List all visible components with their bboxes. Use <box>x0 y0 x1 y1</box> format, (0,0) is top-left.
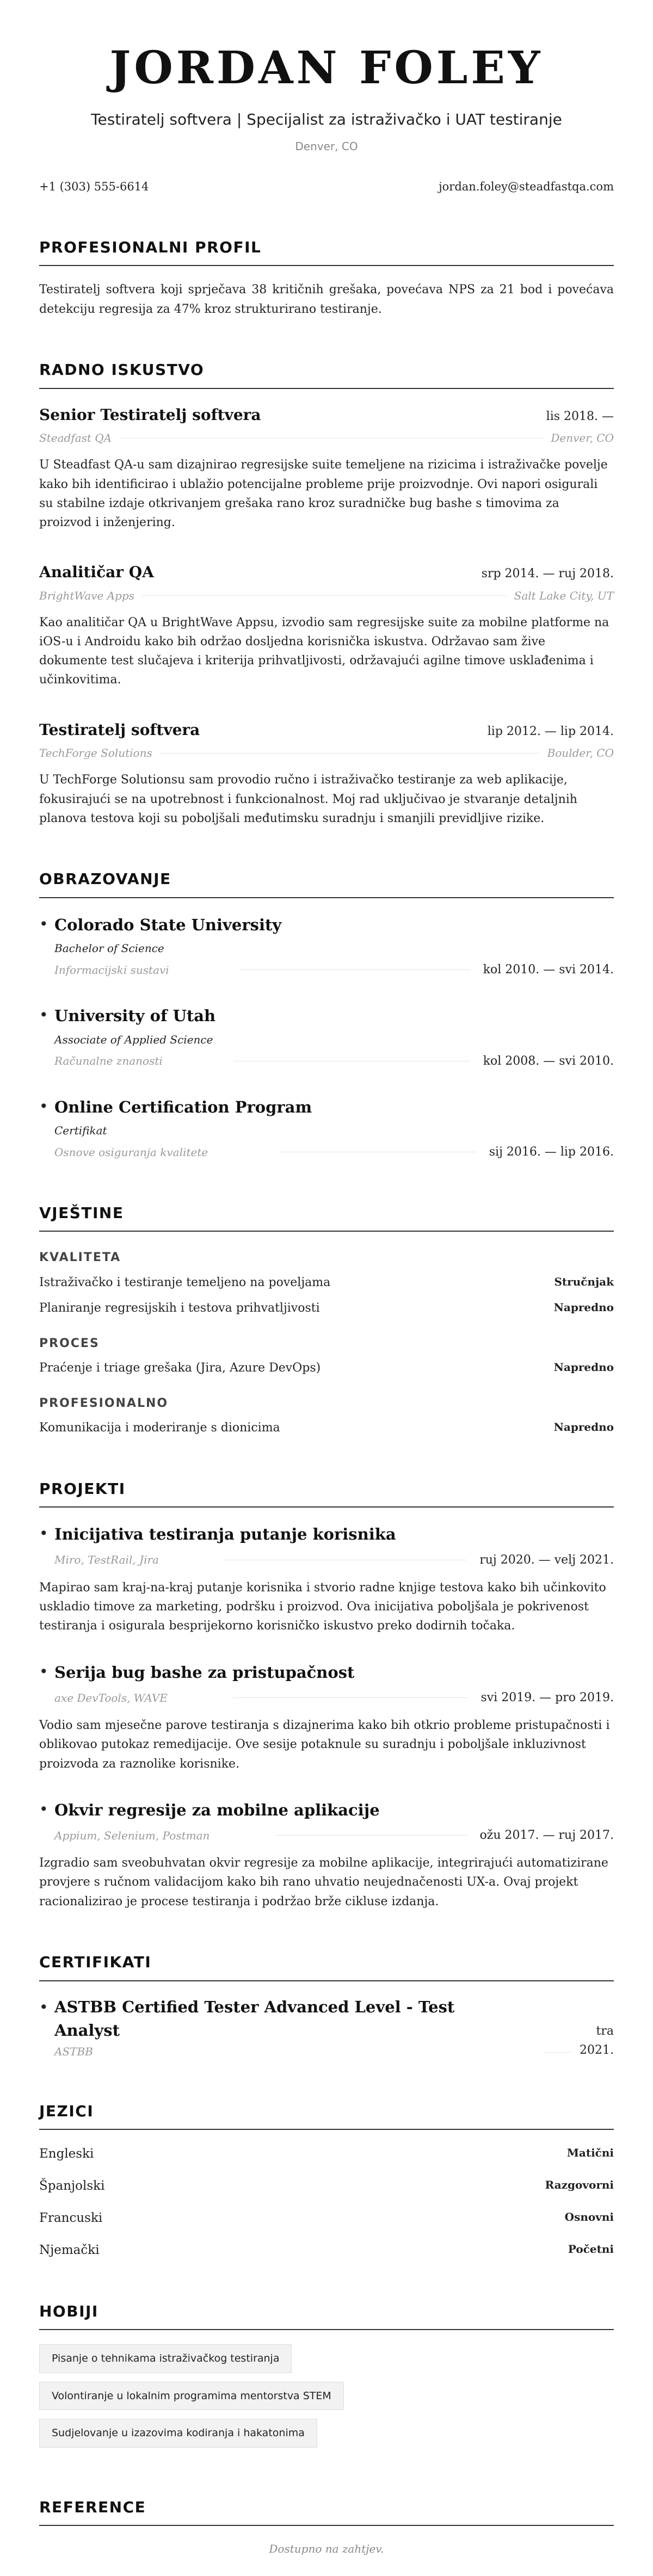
project-entry <box>39 1797 614 1911</box>
section-title: REFERENCE <box>39 2495 614 2526</box>
skill-item <box>39 1273 614 1292</box>
skill-category: KVALITETA <box>39 1251 121 1265</box>
skills-section <box>39 1201 614 1438</box>
job-entry <box>39 403 614 533</box>
job-dates: lis 2018. — <box>546 409 614 423</box>
company: BrightWave Apps <box>39 589 134 602</box>
section-title: CERTIFIKATI <box>39 1950 614 1981</box>
language-level: Matični <box>566 2146 614 2160</box>
projects-section <box>39 1477 614 1911</box>
project-title: • Okvir regresije za mobilne aplikacije <box>54 1800 380 1819</box>
job-entry <box>39 560 614 690</box>
language-level: Početni <box>568 2242 614 2256</box>
language-name: Njemački <box>39 2243 100 2257</box>
degree: Associate of Applied Science <box>54 1033 213 1046</box>
job-entry <box>39 718 614 828</box>
job-title: Testiratelj softvera <box>39 720 200 739</box>
skill-name: Praćenje i triage grešaka (Jira, Azure DevOps) <box>39 1361 321 1375</box>
language-item <box>39 2176 614 2196</box>
education-section <box>39 867 614 1162</box>
divider <box>544 2052 571 2053</box>
phone: +1 (303) 555-6614 <box>39 180 149 193</box>
language-name: Engleski <box>39 2147 94 2161</box>
field-of-study: Informacijski sustavi <box>54 963 169 977</box>
project-tools: axe DevTools, WAVE <box>54 1691 168 1704</box>
profile-section <box>39 236 614 319</box>
language-name: Francuski <box>39 2211 103 2226</box>
resume-header <box>39 0 614 196</box>
skill-item <box>39 1358 614 1377</box>
project-dates: ožu 2017. — ruj 2017. <box>479 1828 614 1843</box>
skill-level: Napredno <box>553 1420 614 1434</box>
divider <box>233 1697 468 1698</box>
certificates-section <box>39 1950 614 2060</box>
project-title: • Serija bug bashe za pristupačnost <box>54 1663 355 1682</box>
project-tools: Appium, Selenium, Postman <box>54 1828 210 1842</box>
education-dates: kol 2008. — svi 2010. <box>483 1054 614 1068</box>
languages-section <box>39 2099 614 2260</box>
skill-name: Komunikacija i moderiranje s dionicima <box>39 1421 280 1435</box>
contact-row <box>39 178 614 196</box>
company: TechForge Solutions <box>39 746 152 760</box>
references-section <box>39 2495 614 2558</box>
certificate-entry <box>39 1996 614 2060</box>
job-title: Analitičar QA <box>39 563 154 582</box>
education-entry <box>39 912 614 980</box>
divider <box>275 1835 466 1836</box>
degree: Certifikat <box>54 1124 107 1138</box>
email: jordan.foley@steadfastqa.com <box>439 180 614 193</box>
experience-section <box>39 358 614 828</box>
hobby-tag: Pisanje o tehnikama istraživačkog testiranja <box>39 2344 292 2373</box>
hobby-tag: Volontiranje u lokalnim programima mentorstva STEM <box>39 2382 344 2410</box>
hobby-tag: Sudjelovanje u izazovima kodiranja i hakatonima <box>39 2419 317 2447</box>
divider <box>142 595 507 596</box>
language-level: Razgovorni <box>545 2178 614 2192</box>
field-of-study: Računalne znanosti <box>54 1054 163 1068</box>
skill-item <box>39 1299 614 1318</box>
language-item <box>39 2208 614 2228</box>
language-item <box>39 2144 614 2164</box>
divider <box>240 969 470 970</box>
certificate-issuer: ASTBB <box>54 2044 93 2058</box>
references-text: Dostupno na zahtjev. <box>269 2542 384 2556</box>
job-description: U Steadfast QA-u sam dizajnirao regresijske suite temeljene na rizicima i istraživačke povelje kako bih identificirao i ublažio potencijalne probleme prije proizvodnje. Ovi napori osigurali su stabilne izdaje otkrivanjem grešaka rano kroz suradničke bug bashe s timovima za proizvod i inženjering. <box>39 458 608 529</box>
education-dates: sij 2016. — lip 2016. <box>489 1145 614 1159</box>
section-title: VJEŠTINE <box>39 1201 614 1232</box>
skill-level: Stručnjak <box>554 1275 614 1288</box>
skill-name: Planiranje regresijskih i testova prihvatljivosti <box>39 1301 320 1315</box>
section-title: PROJEKTI <box>39 1477 614 1508</box>
project-description: Vodio sam mjesečne parove testiranja s dizajnerima kako bih otkrio probleme pristupačnosti i oblikovao putokaz remedijacije. Ove sesije potaknule su suradnju i poboljšale inkluzivnost proizvoda za raznolike korisnike. <box>39 1719 610 1771</box>
school-name: • Online Certification Program <box>54 1097 312 1116</box>
job-location: Denver, CO <box>551 431 614 445</box>
headline: Testiratelj softvera | Specijalist za istraživačko i UAT testiranje <box>91 110 562 129</box>
section-title: PROFESIONALNI PROFIL <box>39 236 614 267</box>
education-entry <box>39 1003 614 1071</box>
job-location: Salt Lake City, UT <box>514 589 614 602</box>
skill-level: Napredno <box>553 1300 614 1314</box>
section-title: RADNO ISKUSTVO <box>39 358 614 389</box>
project-description: Mapirao sam kraj-na-kraj putanje korisnika i stvorio radne knjige testova kako bih učinkovito uskladio timove za marketing, podršku i proizvod. Ova inicijativa poboljšala je pokrivenost testiranja i osigurala besprijekorno korisničko iskustvo preko dodirnih točaka. <box>39 1581 606 1633</box>
skill-category: PROFESIONALNO <box>39 1397 169 1411</box>
language-name: Španjolski <box>39 2179 105 2194</box>
job-description: U TechForge Solutionsu sam provodio ručno i istraživačko testiranje za web aplikacije, fokusirajući se na upotrebnost i funkcionalnost. Moj rad uključivao je stvaranje detaljnih planova testova koji su poboljšali međutimsku suradnju i smanjili previdljive rizike. <box>39 773 577 825</box>
language-item <box>39 2240 614 2260</box>
section-title: HOBIJI <box>39 2300 614 2331</box>
certificate-title: • ASTBB Certified Tester Advanced Level - Test Analyst <box>54 1997 455 2040</box>
project-title: • Inicijativa testiranja putanje korisnika <box>54 1525 396 1544</box>
field-of-study: Osnove osiguranja kvalitete <box>54 1145 208 1159</box>
school-name: • University of Utah <box>54 1006 216 1026</box>
language-level: Osnovni <box>564 2210 614 2224</box>
skill-category: PROCES <box>39 1336 100 1350</box>
school-name: • Colorado State University <box>54 915 282 934</box>
project-entry <box>39 1660 614 1774</box>
project-dates: ruj 2020. — velj 2021. <box>479 1553 614 1567</box>
certificate-date: tra 2021. <box>580 2024 614 2058</box>
hobbies-section <box>39 2300 614 2456</box>
degree: Bachelor of Science <box>54 942 164 955</box>
project-entry <box>39 1522 614 1635</box>
project-tools: Miro, TestRail, Jira <box>54 1553 159 1567</box>
skill-item <box>39 1418 614 1437</box>
location: Denver, CO <box>295 139 358 153</box>
skill-level: Napredno <box>553 1361 614 1374</box>
project-description: Izgradio sam sveobuhvatan okvir regresije za mobilne aplikacije, integrirajući automatizirane provjere s ručnom validacijom kako bih rano uhvatio neujednačenosti UX-a. Ovaj projekt racionalizirao je procese testiranja i podržao brže cikluse izdanja. <box>39 1856 608 1908</box>
section-title: JEZICI <box>39 2099 614 2130</box>
job-dates: srp 2014. — ruj 2018. <box>481 567 614 581</box>
section-title: OBRAZOVANJE <box>39 867 614 898</box>
job-location: Boulder, CO <box>547 746 614 760</box>
company: Steadfast QA <box>39 431 112 445</box>
job-description: Kao analitičar QA u BrightWave Appsu, izvodio sam regresijske suite za mobilne platforme na iOS-u i Androidu kako bih održao dosljedna korisnička iskustva. Održavao sam žive dokumente test slučajeva i kriterija prihvatljivosti, održavajući agilne timove usklađenima i učinkovitima. <box>39 615 609 687</box>
profile-text: Testiratelj softvera koji sprječava 38 kritičnih grešaka, povećava NPS za 21 bod i povećava detekciju regresija za 47% kroz strukturirano testiranje. <box>39 283 614 316</box>
education-dates: kol 2010. — svi 2014. <box>483 963 614 977</box>
candidate-name: JORDAN FOLEY <box>109 42 544 94</box>
job-title: Senior Testiratelj softvera <box>39 405 261 424</box>
education-entry <box>39 1095 614 1162</box>
skill-name: Istraživačko i testiranje temeljeno na poveljama <box>39 1275 331 1289</box>
project-dates: svi 2019. — pro 2019. <box>480 1690 614 1704</box>
job-dates: lip 2012. — lip 2014. <box>487 724 614 738</box>
